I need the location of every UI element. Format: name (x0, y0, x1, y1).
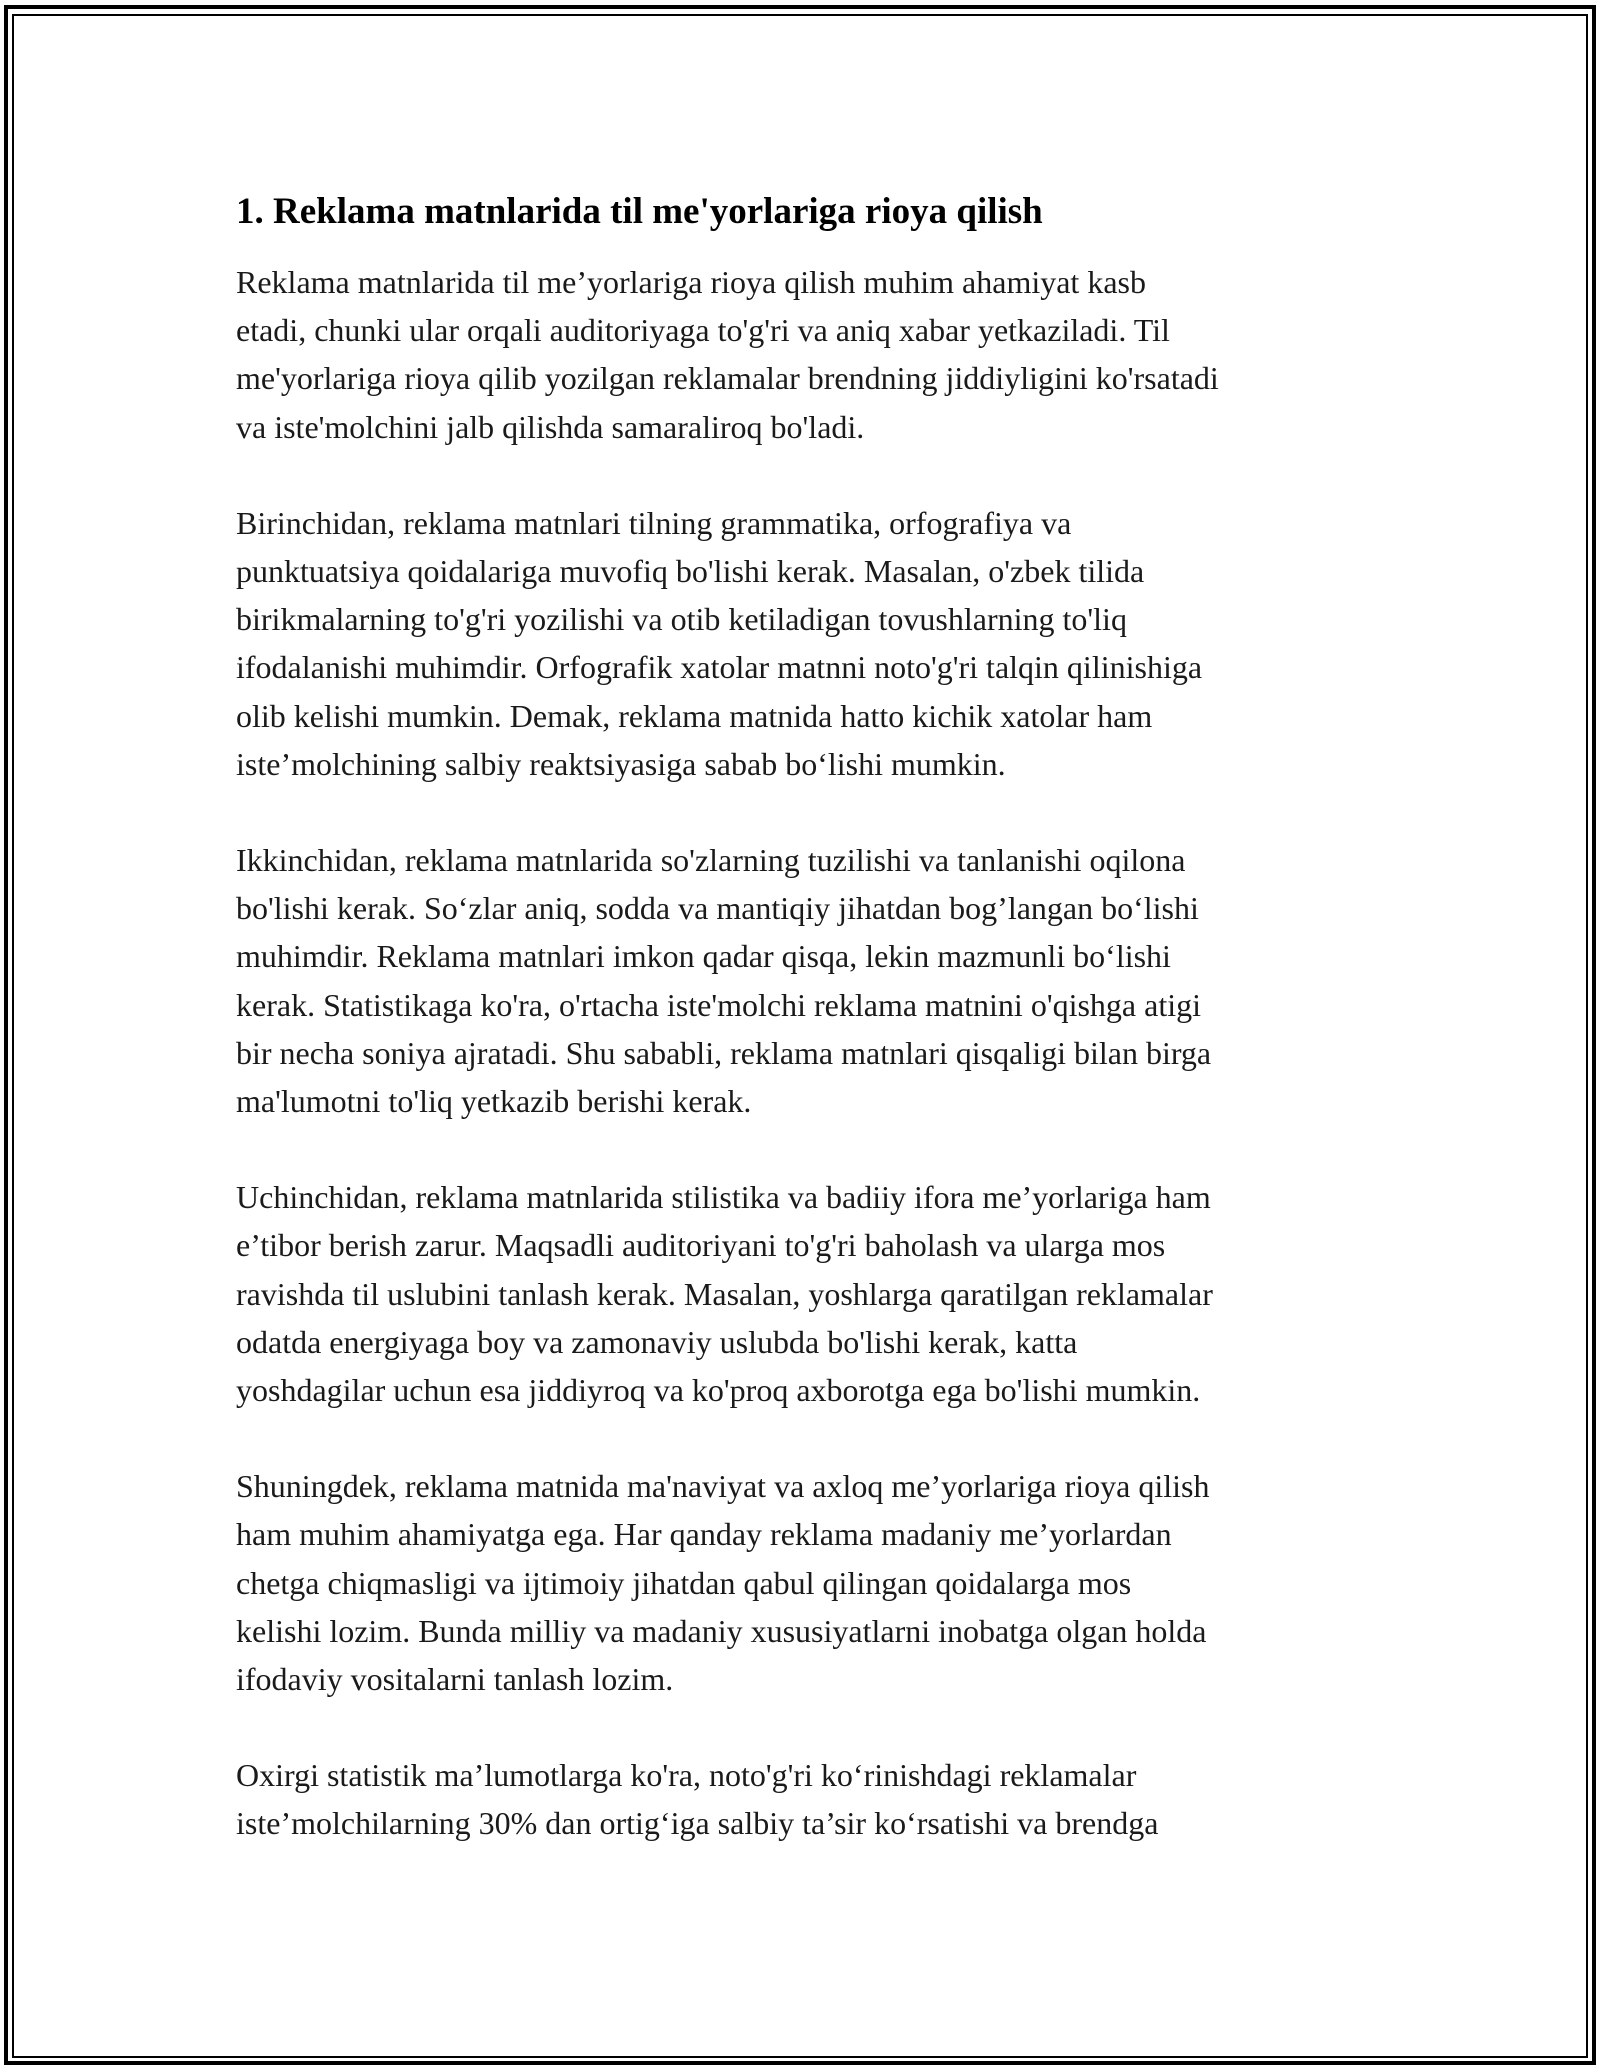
paragraph-first-point (236, 499, 1376, 788)
text-line: odatda energiyaga boy va zamonaviy uslubda bo'lishi kerak, katta (236, 1323, 1078, 1360)
text-line: ma'lumotni to'liq yetkazib berishi kerak. (236, 1083, 752, 1120)
text-line: me'yorlariga rioya qilib yozilgan reklamalar brendning jiddiyligini ko'rsatadi (236, 360, 1219, 397)
paragraph-second-point (236, 836, 1376, 1125)
text-line: ravishda til uslubini tanlash kerak. Masalan, yoshlarga qaratilgan reklamalar (236, 1275, 1213, 1312)
text-line: etadi, chunki ular orqali auditoriyaga to'g'ri va aniq xabar yetkaziladi. Til (236, 312, 1170, 349)
document-body (236, 188, 1376, 1896)
text-line: kerak. Statistikaga ko'ra, o'rtacha iste'molchi reklama matnini o'qishga atigi (236, 986, 1201, 1023)
paragraph-statistics (236, 1751, 1376, 1847)
text-line: iste’molchilarning 30% dan ortig‘iga salbiy ta’sir ko‘rsatishi va brendga (236, 1805, 1159, 1842)
paragraph-intro (236, 258, 1376, 451)
paragraph-third-point (236, 1173, 1376, 1414)
text-line: Uchinchidan, reklama matnlarida stilistika va badiiy ifora me’yorlariga ham (236, 1179, 1211, 1216)
text-line: yoshdagilar uchun esa jiddiyroq va ko'proq axborotga ega bo'lishi mumkin. (236, 1372, 1201, 1409)
text-line: chetga chiqmasligi va ijtimoiy jihatdan qabul qilingan qoidalarga mos (236, 1564, 1132, 1601)
text-line: birikmalarning to'g'ri yozilishi va otib ketiladigan tovushlarning to'liq (236, 601, 1127, 638)
text-line: ham muhim ahamiyatga ega. Har qanday reklama madaniy me’yorlardan (236, 1516, 1172, 1553)
text-line: e’tibor berish zarur. Maqsadli auditoriyani to'g'ri baholash va ularga mos (236, 1227, 1166, 1264)
text-line: ifodalanishi muhimdir. Orfografik xatolar matnni noto'g'ri talqin qilinishiga (236, 649, 1203, 686)
text-line: Shuningdek, reklama matnida ma'naviyat va axloq me’yorlariga rioya qilish (236, 1468, 1210, 1505)
text-line: ifodaviy vositalarni tanlash lozim. (236, 1661, 674, 1698)
text-line: muhimdir. Reklama matnlari imkon qadar qisqa, lekin mazmunli bo‘lishi (236, 938, 1171, 975)
text-line: bo'lishi kerak. So‘zlar aniq, sodda va mantiqiy jihatdan bog’langan bo‘lishi (236, 890, 1199, 927)
section-heading: 1. Reklama matnlarida til me'yorlariga rioya qilish (236, 191, 1043, 232)
text-line: Birinchidan, reklama matnlari tilning grammatika, orfografiya va (236, 504, 1072, 541)
text-line: Ikkinchidan, reklama matnlarida so'zlarning tuzilishi va tanlanishi oqilona (236, 842, 1186, 879)
text-line: Oxirgi statistik ma’lumotlarga ko'ra, noto'g'ri ko‘rinishdagi reklamalar (236, 1757, 1137, 1794)
text-line: va iste'molchini jalb qilishda samaraliroq bo'ladi. (236, 408, 865, 445)
text-line: bir necha soniya ajratadi. Shu sababli, reklama matnlari qisqaligi bilan birga (236, 1034, 1212, 1071)
paragraph-ethics (236, 1462, 1376, 1703)
text-line: Reklama matnlarida til me’yorlariga rioya qilish muhim ahamiyat kasb (236, 264, 1146, 300)
text-line: iste’molchining salbiy reaktsiyasiga sabab bo‘lishi mumkin. (236, 745, 1006, 782)
text-line: punktuatsiya qoidalariga muvofiq bo'lishi kerak. Masalan, o'zbek tilida (236, 553, 1145, 590)
text-line: olib kelishi mumkin. Demak, reklama matnida hatto kichik xatolar ham (236, 697, 1153, 734)
text-line: kelishi lozim. Bunda milliy va madaniy xususiyatlarni inobatga olgan holda (236, 1612, 1207, 1649)
